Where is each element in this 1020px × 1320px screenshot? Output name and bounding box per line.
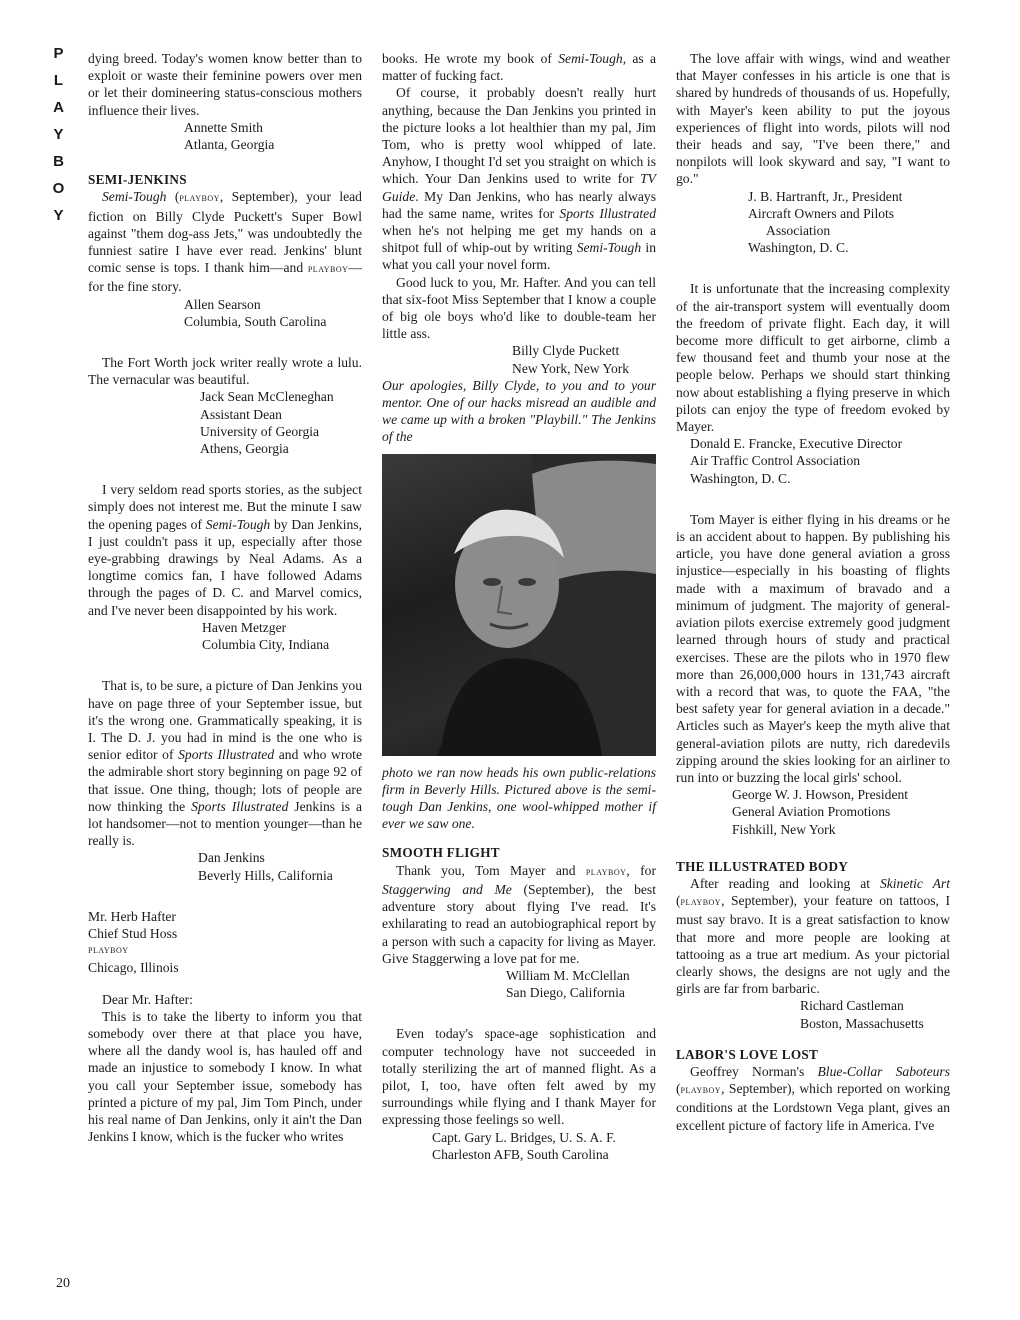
signer-name: Annette Smith: [184, 119, 263, 135]
signer-name: Jack Sean McCleneghan: [200, 389, 334, 405]
section-heading: LABOR'S LOVE LOST: [676, 1046, 819, 1062]
letter-text: This is to take the liberty to inform you that somebody over there at that place you have, where all the dandy wool is, has hauled off and made an injustice to somebody I know. In what you call your September issue, somebody has printed a picture of my pal, Jim Tom Pinch, under his real name of Dan Jenkins, only it ain't the Dan Jenkins I know, which is the fucker who writes: [88, 1008, 362, 1145]
salutation: Dear Mr. Hafter:: [102, 991, 193, 1007]
letter-text: The love affair with wings, wind and weather that Mayer confesses in his article is one that is shared by hundreds of thousands of us. Hopefully, with Mayer's keen ability to put the joyous experiences of flight into words, pilots will nod their heads and say, "I've been there," and nonpilots will look skyward and say, "I want to go.": [676, 51, 950, 187]
signer-title: Assistant Dean: [200, 406, 282, 422]
text-span: (: [676, 1081, 681, 1097]
text-span: by Dan Jenkins, I just couldn't pass it up, especially after those eye-grabbing drawings by Neal Adams. As a longtime comics fan, I have followed Adams through the pages of D. C. and Marvel comics, and I've never been disappointed by his work.: [88, 516, 362, 618]
signer-location: New York, New York: [512, 360, 630, 376]
title-ref: Staggerwing and Me: [382, 881, 512, 897]
text-span: when he's not helping me get my hands on a shitpot full of whip-out by writing: [382, 223, 656, 256]
magazine-name: playboy: [307, 263, 349, 276]
letter-text: [382, 862, 656, 967]
signer-name: J. B. Hartranft, Jr., President: [748, 188, 903, 204]
signer-org: Association: [766, 223, 831, 239]
letter-signature: [432, 1129, 656, 1163]
letter-text: [88, 677, 362, 849]
signer-location: Atlanta, Georgia: [184, 137, 275, 153]
letter-text: [88, 481, 362, 619]
text-span: Jenkins is a lot handsomer—not to mention younger—than he really is.: [88, 798, 363, 849]
playboy-vertical-logo: [50, 40, 70, 229]
text-span: After reading and looking at: [690, 875, 880, 891]
text-span: I very seldom read sports stories, as the subject simply does not interest me. But the minute I saw the opening pages of: [88, 482, 362, 532]
address-line: Chicago, Illinois: [88, 960, 179, 976]
signer-org: University of Georgia: [200, 423, 320, 439]
letter-signature: [200, 388, 362, 457]
letter-address-block: [88, 908, 362, 977]
text-span: (: [676, 893, 681, 909]
letter-text: Tom Mayer is either flying in his dreams or he is an accident about to happen. By publishing his article, you have done general aviation a gross injustice—especially in his boasting of flights made with a maximum of bravado and a minimum of judgment. The majority of general-aviation pilots exercise extremely good judgment learned through hours of study and practical exercises. These are the pilots who in 1970 flew more than 26,000,000 hours in 131,743 aircraft with a record that was, to quote the FAA, "the best safety year for general aviation in a decade." Articles such as Mayer's keep the myth alive that general-aviation pilots are nutty, rich daredevils zipping around the skies looking for an airliner to run into or buzzing the local girls' school.: [676, 511, 950, 785]
text-span: , as a matter of fucking fact.: [382, 51, 656, 84]
letter-text: Good luck to you, Mr. Hafter. And you can tell that six-foot Miss September that I know a couple of big ole boys who'd like to double-team her little ass.: [382, 274, 656, 342]
letter-text: The Fort Worth jock writer really wrote a lulu. The vernacular was beautiful.: [88, 355, 362, 388]
title-ref: TV Guide: [382, 171, 656, 204]
signer-org: Aircraft Owners and Pilots: [748, 205, 895, 221]
text-span: (September), the best adventure story about flying I've read. It's exhilarating to read an autobiographical report by a person with such a capacity for living as Mayer. Give Staggerwing a love pat for me.: [382, 881, 656, 966]
title-ref: Semi-Tough: [558, 51, 623, 66]
letter-text: [676, 875, 950, 997]
title-ref: Semi-Tough: [102, 189, 167, 205]
text-span: Thank you, Tom Mayer and: [396, 862, 586, 878]
text-span: . My Dan Jenkins, who has nearly always had the same name, writes for: [382, 188, 656, 221]
letter-text: [382, 84, 656, 273]
text-span: , for: [626, 862, 657, 878]
signer-location: Athens, Georgia: [200, 441, 289, 457]
logo-letter: O: [52, 180, 68, 197]
letter-signature: [202, 619, 362, 653]
logo-letter: B: [53, 153, 67, 170]
magazine-name: playboy: [179, 192, 220, 205]
section-heading: SMOOTH FLIGHT: [382, 845, 500, 861]
title-ref: Sports Illustrated: [559, 205, 656, 221]
signer-name: William M. McClellan: [506, 967, 630, 983]
signer-location: Charleston AFB, South Carolina: [432, 1146, 609, 1162]
letter-text: [676, 1063, 950, 1134]
column-1: [88, 50, 362, 1145]
letter-text: It is unfortunate that the increasing complexity of the air-transport system will eventually doom the freedom of private flight. Each day, it will become more difficult to get airborne, climb a few thousand feet and thumb your nose at the people below. Perhaps we should start thinking now about establishing a flying preserve in which pilots can enjoy the type of freedom evoked by Mayer.: [676, 281, 950, 435]
portrait-illustration: [382, 454, 656, 756]
signer-location: San Diego, California: [506, 985, 625, 1001]
magazine-name: playboy: [680, 1084, 722, 1097]
column-3: [676, 50, 950, 1134]
logo-letter: Y: [53, 126, 67, 143]
signer-name: Capt. Gary L. Bridges, U. S. A. F.: [432, 1129, 616, 1145]
letter-text: Even today's space-age sophistication and computer technology have not succeeded in totally sterilizing the art of manned flight. As a pilot, I, too, have often felt awed by my surroundings while flying and I thank Mayer for expressing those feelings so well.: [382, 1026, 656, 1128]
editor-reply: photo we ran now heads his own public-relations firm in Beverly Hills. Pictured above is the semi-tough Dan Jenkins, one wool-whipped mother if ever we saw one.: [382, 764, 656, 832]
signer-name: Billy Clyde Puckett: [512, 343, 620, 359]
title-ref: Sports Illustrated: [191, 798, 289, 814]
text-span: , September), your lead fiction on Billy Clyde Puckett's Super Bowl against "them dog-ass Jets," was undoubtedly the funniest satire I have ever read. Jenkins' blunt comic sense is tops. I thank him—and: [88, 189, 362, 276]
signer-org: General Aviation Promotions: [732, 804, 891, 820]
signer-location: Columbia, South Carolina: [184, 313, 327, 329]
letter-signature: [184, 119, 362, 153]
text-span: , September), which reported on working conditions at the Lordstown Vega plant, gives an excellent picture of factory life in America. I've: [676, 1081, 950, 1133]
signer-name: Dan Jenkins: [198, 850, 265, 866]
magazine-name: playboy: [680, 896, 722, 909]
signer-location: Fishkill, New York: [732, 821, 836, 837]
logo-letter: A: [53, 99, 67, 116]
letter-signature: [198, 849, 362, 883]
signer-location: Columbia City, Indiana: [202, 637, 330, 653]
letter-text: dying breed. Today's women know better than to exploit or waste their feminine powers over men or let their domineering status-conscious mothers influence their lives.: [88, 51, 362, 118]
logo-letter: Y: [53, 207, 67, 224]
signer-name: Richard Castleman: [800, 998, 904, 1014]
signer-location: Washington, D. C.: [748, 240, 849, 256]
title-ref: Sports Illustrated: [178, 747, 275, 763]
letter-signature: [748, 188, 950, 257]
title-ref: Semi-Tough: [576, 240, 642, 256]
logo-letter: L: [53, 72, 67, 89]
letter-signature: [800, 997, 950, 1031]
page-number: 20: [56, 1276, 70, 1291]
signer-name: Haven Metzger: [202, 619, 287, 635]
text-span: and who wrote the admirable short story beginning on page 92 of that issue. One thing, though; lots of people are now thinking the: [88, 747, 362, 814]
letter-text: [88, 188, 362, 295]
magazine-name: playboy: [585, 865, 627, 878]
address-line: Chief Stud Hoss: [88, 925, 178, 941]
letter-signature: [512, 342, 656, 376]
letter-signature: [184, 296, 362, 330]
text-span: in what you call your novel form.: [382, 240, 656, 273]
signer-location: Beverly Hills, California: [198, 867, 333, 883]
address-line: Mr. Herb Hafter: [88, 908, 176, 924]
text-span: That is, to be sure, a picture of Dan Jenkins you have on page three of your September issue, but it's the wrong one. Grammatically speaking, it is I. The D. J. you had in mind is the one who is senior editor of: [88, 678, 362, 763]
text-span: , September), your feature on tattoos, I must say bravo. It is a great satisfaction to know that more and more people are looking at tattooing as a true art medium. As your pictorial clearly shows, the designs are not ugly and the girls are far from barbaric.: [676, 893, 950, 997]
letter-signature: [506, 967, 656, 1001]
signer-org: Air Traffic Control Association: [690, 453, 861, 469]
section-heading: THE ILLUSTRATED BODY: [676, 858, 849, 874]
text-span: Geoffrey Norman's: [690, 1063, 818, 1079]
text-span: Of course, it probably doesn't really hurt anything, because the Dan Jenkins you printed in the picture looks a lot healthier than my pal, Jim Tom, who is pretty wool whipped of late. Anyhow, I thought I'd set you straight on which is which. Your Dan Jenkins used to write for: [382, 85, 656, 187]
text-span: (: [166, 189, 180, 205]
title-ref: Blue-Collar Saboteurs: [817, 1063, 950, 1079]
signer-name: Donald E. Francke, Executive Director: [690, 436, 903, 452]
signer-name: Allen Searson: [184, 296, 261, 312]
letter-text: [382, 50, 656, 84]
dan-jenkins-photo: [382, 454, 656, 756]
logo-letter: P: [53, 45, 67, 62]
signer-location: Washington, D. C.: [690, 470, 791, 486]
editor-reply: Our apologies, Billy Clyde, to you and to your mentor. One of our hacks misread an audible and we came up with a broken "Playbill." The Jenkins of the: [382, 377, 656, 445]
text-span: —for the fine story.: [88, 260, 362, 295]
column-2: [382, 50, 656, 1163]
signer-location: Boston, Massachusetts: [800, 1015, 924, 1031]
title-ref: Skinetic Art: [879, 875, 950, 891]
signer-name: George W. J. Howson, President: [732, 787, 909, 803]
address-line: playboy: [88, 944, 129, 957]
section-heading: SEMI-JENKINS: [88, 172, 187, 188]
title-ref: Semi-Tough: [205, 516, 271, 532]
letter-signature: [690, 435, 950, 487]
letter-signature: [732, 786, 950, 838]
text-span: books. He wrote my book of: [382, 51, 559, 66]
